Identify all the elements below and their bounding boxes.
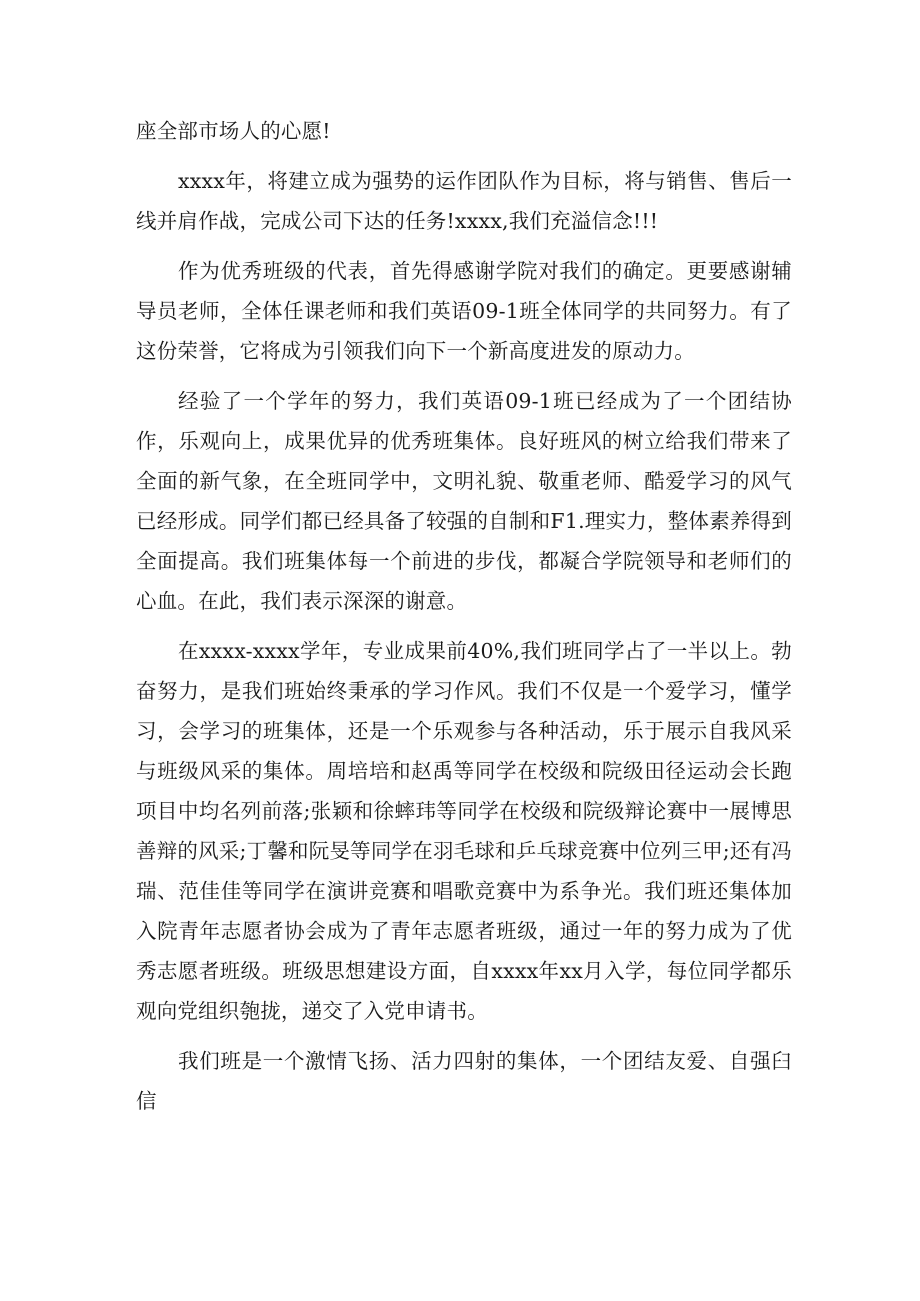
paragraph-6: 我们班是一个激情飞扬、活力四射的集体，一个团结友爱、自强臼信	[136, 1049, 792, 1113]
paragraph-5: 在xxxx-xxxx学年，专业成果前40%,我们班同学占了一半以上。勃奋努力，是我们班始终秉承的学习作风。我们不仅是一个爱学习，懂学习，会学习的班集体，还是一个乐观参与各种活动，乐于展示自我风采与班级风采的集体。周培培和赵禹等同学在校级和院级田径运动会长跑项目中均名列前落;张颖和徐蟀玮等同学在校级和院级辩论赛中一展博思善辩的风采;丁馨和阮旻等同学在羽毛球和乒乓球竞赛中位列三甲;还有冯瑞、范佳佳等同学在演讲竞赛和唱歌竞赛中为系争光。我们班还集体加入院青年志愿者协会成为了青年志愿者班级，通过一年的努力成为了优秀志愿者班级。班级思想建设方面，自xxxx年xx月入学，每位同学都乐观向党组织匏拢，递交了入党申请书。	[136, 639, 792, 1023]
document-body	[136, 111, 792, 1131]
paragraph-2: xxxx年，将建立成为强势的运作团队作为目标，将与销售、售后一线并肩作战，完成公司下达的任务!xxxx,我们充溢信念!!!	[136, 169, 792, 233]
paragraph-3: 作为优秀班级的代表，首先得感谢学院对我们的确定。更要感谢辅导员老师，全体任课老师和我们英语09-1班全体同学的共同努力。有了这份荣誉，它将成为引领我们向下一个新高度进发的原动力。	[136, 259, 792, 363]
paragraph-4: 经验了一个学年的努力，我们英语09-1班已经成为了一个团结协作，乐观向上，成果优异的优秀班集体。良好班风的树立给我们带来了全面的新气象，在全班同学中，文明礼貌、敬重老师、酷爱学习的风气已经形成。同学们都已经具备了较强的自制和F1.理实力，整体素养得到全面提高。我们班集体每一个前进的步伐，都凝合学院领导和老师们的心血。在此，我们表示深深的谢意。	[136, 389, 792, 613]
paragraph-1: 座全部市场人的心愿!	[136, 119, 331, 143]
